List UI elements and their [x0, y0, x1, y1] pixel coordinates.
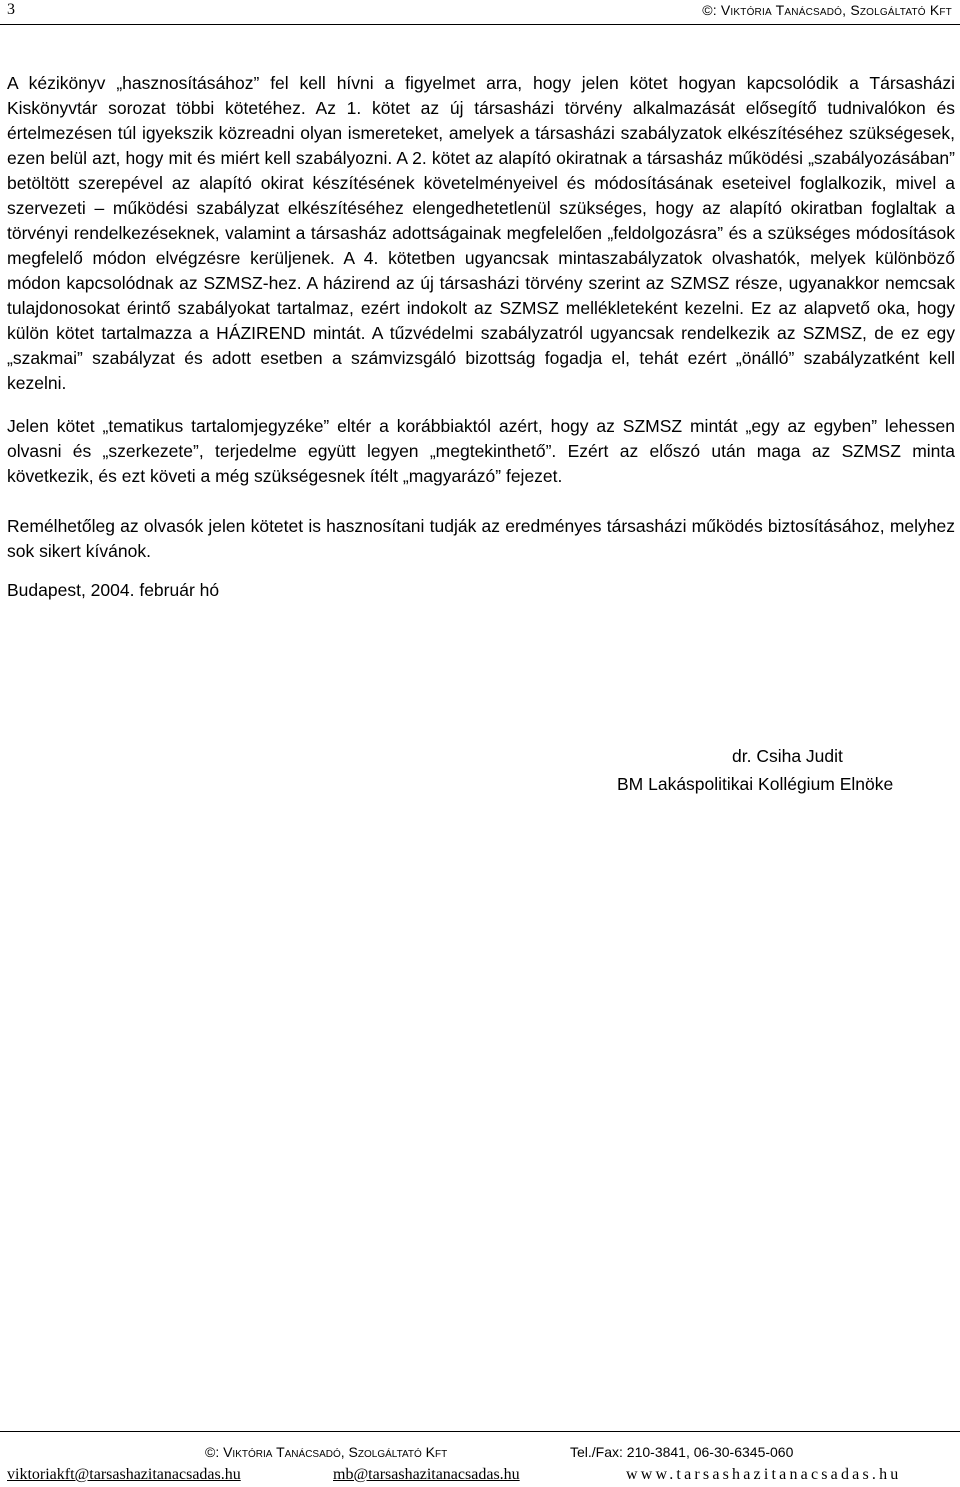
page-footer — [0, 1431, 960, 1487]
footer-website: www.tarsashazitanacsadas.hu — [626, 1466, 902, 1483]
footer-email-link-mb[interactable]: mb@tarsashazitanacsadas.hu — [333, 1466, 520, 1483]
paragraph-table-of-contents: Jelen kötet „tematikus tartalomjegyzéke” eltér a korábbiaktól azért, hogy az SZMSZ mintát „egy az egyben” lehessen olvasni és „szerkezete”, terjedelme együtt legyen „megtekinthető”. Ezért az előszó után maga az SZMSZ minta következik, és ezt követi a még szükségesnek ítélt „magyarázó” fejezet. — [7, 416, 955, 486]
paragraph-intro: A kézikönyv „hasznosításához” fel kell hívni a figyelmet arra, hogy jelen kötet hogyan kapcsolódik a Társasházi Kiskönyvtár sorozat többi kötetéhez. Az 1. kötet az új társasházi törvény alkalmazását elősegítő tudnivalókon és értelmezésen túl igyekszik közreadni olyan ismereteket, amelyek a társasházi szabályzatok elkészítéséhez szükségesek, ezen belül azt, hogy mit és miért kell szabályozni. A 2. kötet az alapító okiratnak a társasház működési „szabályozásában” betöltött szerepével az alapító okirat készítésének követelményeivel és módosításának eseteivel foglalkozik, mivel a szervezeti – működési szabályzat elkészítéséhez elengedhetetlenül szükséges, hogy az alapító okiratban foglaltak a törvényi rendelkezéseknek, valamint a társasház adottságainak megfelelően „feldolgozásra” és a szükséges módosítások megfelelő módon elvégzésre kerüljenek. A 4. kötetben ugyancsak mintaszabályzatok olvashatók, melyek különböző módon kapcsolódnak az SZMSZ-hez. A házirend az új társasházi törvény szerint az SZMSZ része, ugyanakkor nemcsak tulajdonosokat érintő szabályokat tartalmaz, ezért indokolt az SZMSZ mellékleteként kezelni. Ez az alapvető oka, hogy külön kötet tartalmazza a HÁZIREND mintát. A tűzvédelmi szabályzatról ugyancsak rendelkezik az SZMSZ, de ez egy „szakmai” szabályzat és adott esetben a számvizsgáló bizottság fogadja el, tehát ezért „önálló” szabályzatként kell kezelni. — [7, 73, 955, 393]
paragraph-date-place: Budapest, 2004. február hó — [7, 580, 220, 600]
signature-block — [617, 742, 947, 798]
paragraph-closing: Remélhetőleg az olvasók jelen kötetet is hasznosítani tudják az eredményes társasházi működés biztosításához, melyhez sok sikert kívánok. — [7, 516, 955, 561]
page-header — [0, 0, 960, 25]
document-body — [7, 71, 955, 603]
footer-company-name: ©: Viktória Tanácsadó, Szolgáltató Kft — [205, 1444, 448, 1460]
header-company-name: ©: Viktória Tanácsadó, Szolgáltató Kft — [702, 2, 952, 18]
footer-phone-fax: Tel./Fax: 210-3841, 06-30-6345-060 — [570, 1444, 794, 1460]
footer-email-link-viktoriakft[interactable]: viktoriakft@tarsashazitanacsadas.hu — [7, 1466, 241, 1483]
signature-name: dr. Csiha Judit — [732, 746, 843, 766]
page-number: 3 — [7, 1, 15, 18]
signature-title: BM Lakáspolitikai Kollégium Elnöke — [617, 774, 894, 794]
